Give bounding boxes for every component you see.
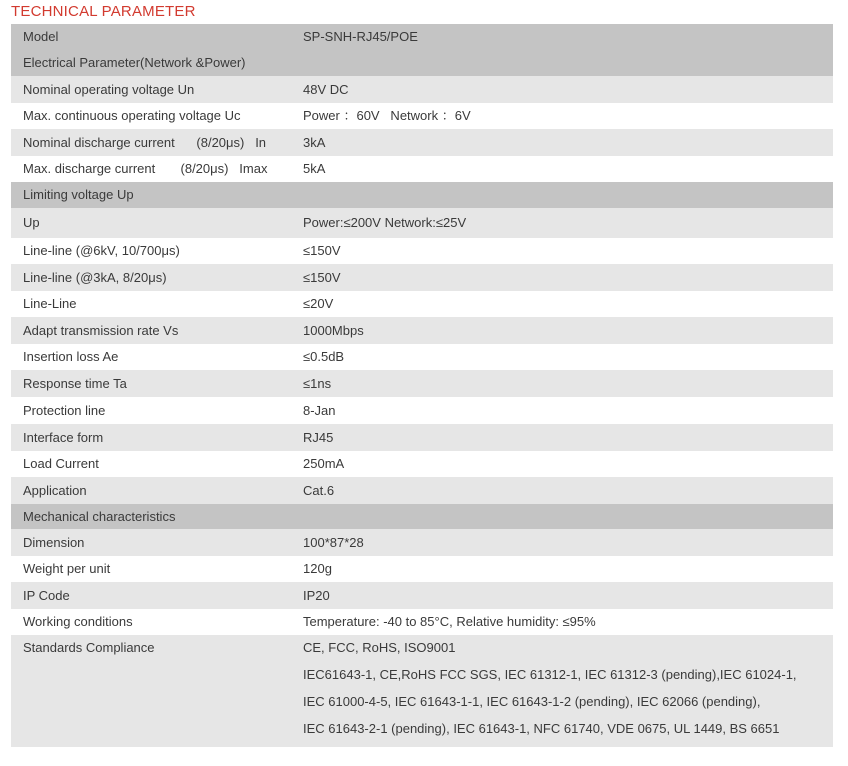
table-row <box>11 264 833 291</box>
table-row-standards <box>11 635 833 747</box>
param-label: Limiting voltage Up <box>23 187 134 202</box>
param-label: IP Code <box>23 587 70 603</box>
param-label: Adapt transmission rate Vs <box>23 322 179 338</box>
param-value: SP-SNH-RJ45/POE <box>303 28 418 44</box>
table-row <box>11 424 833 451</box>
param-label: Model <box>23 28 59 44</box>
param-value: 3kA <box>303 134 326 150</box>
param-label: Nominal operating voltage Un <box>23 81 195 97</box>
param-label: Standards Compliance <box>23 640 155 655</box>
spec-table <box>11 24 833 747</box>
table-row <box>11 129 833 156</box>
table-row <box>11 291 833 317</box>
param-label: Insertion loss Ae <box>23 349 119 364</box>
standards-line: IEC 61000-4-5, IEC 61643-1-1, IEC 61643-1-2 (pending), IEC 62066 (pending), <box>303 694 761 709</box>
section-header-row <box>11 182 833 208</box>
table-row <box>11 317 833 344</box>
param-value: 120g <box>303 561 332 576</box>
param-label: Mechanical characteristics <box>23 508 176 524</box>
param-value: 250mA <box>303 456 345 471</box>
table-row <box>11 609 833 635</box>
param-label: Line-line (@6kV, 10/700μs) <box>23 243 180 258</box>
param-value: IP20 <box>303 587 330 603</box>
section-header-row <box>11 504 833 529</box>
standards-list <box>303 639 797 747</box>
param-label: Max. discharge current (8/20μs) Imax <box>23 161 268 176</box>
param-label: Nominal discharge current (8/20μs) In <box>23 134 267 150</box>
param-label: Application <box>23 482 87 498</box>
section-header-row <box>11 24 833 49</box>
param-label: Line-Line <box>23 296 77 311</box>
table-row <box>11 397 833 424</box>
table-row <box>11 76 833 103</box>
standards-line: IEC61643-1, CE,RoHS FCC SGS, IEC 61312-1, IEC 61312-3 (pending),IEC 61024-1, <box>303 667 797 682</box>
standards-line: IEC 61643-2-1 (pending), IEC 61643-1, NFC 61740, VDE 0675, UL 1449, BS 6651 <box>303 721 780 736</box>
param-label: Max. continuous operating voltage Uc <box>23 108 241 123</box>
table-row <box>11 156 833 182</box>
param-value: Cat.6 <box>303 482 335 498</box>
param-label: Working conditions <box>23 614 133 629</box>
table-row <box>11 582 833 609</box>
param-label: Electrical Parameter(Network &Power) <box>23 54 246 70</box>
param-value: 48V DC <box>303 81 349 97</box>
param-value: RJ45 <box>303 429 334 445</box>
section-header-row <box>11 49 833 76</box>
param-value: ≤1ns <box>303 375 332 391</box>
param-value: 1000Mbps <box>303 322 364 338</box>
param-value: ≤150V <box>303 243 341 258</box>
param-label: Weight per unit <box>23 561 111 576</box>
param-value: Temperature: -40 to 85°C, Relative humidity: ≤95% <box>303 614 596 629</box>
table-row <box>11 208 833 238</box>
table-row <box>11 477 833 504</box>
standards-line: CE, FCC, RoHS, ISO9001 <box>303 640 456 655</box>
table-row <box>11 370 833 397</box>
table-row <box>11 529 833 556</box>
param-label: Dimension <box>23 534 85 550</box>
param-label: Line-line (@3kA, 8/20μs) <box>23 269 167 285</box>
param-value: Power:≤200V Network:≤25V <box>303 215 467 230</box>
param-label: Interface form <box>23 429 104 445</box>
table-row <box>11 451 833 477</box>
param-value: 100*87*28 <box>303 534 364 550</box>
param-value: ≤20V <box>303 296 334 311</box>
param-label: Protection line <box>23 402 106 418</box>
param-label: Load Current <box>23 456 99 471</box>
param-value: ≤150V <box>303 269 341 285</box>
table-row <box>11 238 833 264</box>
page-title: TECHNICAL PARAMETER <box>11 3 196 20</box>
table-row <box>11 556 833 582</box>
param-value: ≤0.5dB <box>303 349 345 364</box>
table-row <box>11 344 833 370</box>
table-row <box>11 103 833 129</box>
param-label: Up <box>23 215 40 230</box>
param-value: 5kA <box>303 161 326 176</box>
param-value: 8-Jan <box>303 402 336 418</box>
param-value: Power ：60V Network ：6V <box>303 108 471 123</box>
param-label: Response time Ta <box>23 375 127 391</box>
